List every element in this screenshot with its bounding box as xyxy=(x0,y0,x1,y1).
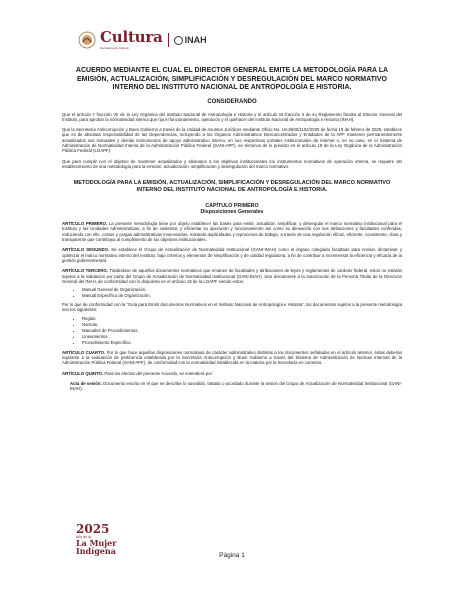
brand-inah-label: INAH xyxy=(184,35,207,45)
article-4-text: Por lo que hace aquellas disposiciones normativas de carácter administrativo distintas a los documentos señalados en el artículo anterior, éstas deberán sujetarse a la evaluación de pertinencia establecida por la Secretaría Anticorrupción y Buen Gobierno a través del Sistema de Administración de Normas Internas de la Administración Pública Federal (SANI-APF), de conformidad con la normatividad establecida en la materia por la Secretaría en comento. xyxy=(62,349,402,366)
article-3-list xyxy=(62,287,402,299)
article-4-label: ARTÍCULO CUARTO. xyxy=(62,349,106,355)
paragraph-3: Que para cumplir con el objetivo de mantener actualizados y alineados a los objetivos institucionales los instrumentos normativos de operación interna, se requiere del establecimiento de una metodología para la emisión, actualización, simplificación y desregulación del marco normativo. xyxy=(62,158,402,169)
brand-cultura: Cultura xyxy=(100,28,163,46)
paragraph-1: Que el artículo 7 fracción VII de la Ley Orgánica del Instituto Nacional de Antropología e Historia y el artículo 15 fracción II de su Reglamento faculta al Director General del Instituto, para aprobar la normatividad interna que rija el funcionamiento, operación y el quehacer del Instituto Nacional de Antropología e Historia (INAH). xyxy=(62,111,402,122)
definition-acta xyxy=(62,381,402,392)
list-item: • Manuales de Procedimientos. xyxy=(82,328,402,334)
letterhead xyxy=(78,30,207,50)
article-3-paragraph-2: Por lo que de conformidad con la “Guía para Emitir documentos Normativos en el Instituto Nacional de Antropología e Historia”, los documentos sujetos a la presente metodología son los siguientes: xyxy=(62,302,402,313)
article-2-text: Se establece el Grupo de Actualización de Normatividad Institucional (GANI-INAH) como el órgano colegiado facultado para revisar, dictaminar y optimizar el marco normativo interno del Instituto, bajo criterios y elementos de simplificación y de calidad regulatoria, a fin de contribuir a incrementar la eficiencia y eficacia de la gestión gubernamental. xyxy=(62,247,402,263)
footer-logo xyxy=(76,524,136,555)
article-5-text: Para los efectos del presente Acuerdo, se entenderá por: xyxy=(103,370,214,376)
list-item: • Manual Específico de Organización. xyxy=(82,293,402,299)
cultura-emblem-icon xyxy=(78,31,96,49)
article-1 xyxy=(62,221,402,242)
methodology-subtitle: METODOLOGÍA PARA LA EMISIÓN, ACTUALIZACIÓN, SIMPLIFICACIÓN Y DESREGULACIÓN DEL MARCO NORMATIVO INTERNO DEL INSTITUTO NACIONAL DE ANTROPOLOGÍA E HISTORIA. xyxy=(73,180,391,193)
article-2 xyxy=(62,247,402,263)
logo-divider xyxy=(168,33,169,47)
chapter-subheading: Disposiciones Generales xyxy=(200,209,264,216)
document-title: ACUERDO MEDIANTE EL CUAL EL DIRECTOR GENERAL EMITE LA METODOLOGÍA PARA LA EMISIÓN, ACTUALIZACIÓN, SIMPLIFICACIÓN Y DESREGULACIÓN DEL MARCO NORMATIVO INTERNO DEL INSTITUTO NACIONAL DE ANTROPOLOGÍA E HISTORIA. xyxy=(75,67,389,91)
paragraph-2: Que la Secretaría Anticorrupción y Buen Gobierno a través de la Unidad de Asuntos Jurídicos mediante Oficio No. UAJ/600/1102/2025 de fecha 19 de febrero de 2025, establece que es de absoluta responsabilidad de las Dependencias, incluyendo a los Órganos Administrativos Desconcentrados y Entidades de la APF mantener permanentemente actualizados sus manuales y demás instrumentos de apoyo administrativo interno, en sus respectivos portales institucionales de internet o, en su caso, en el Sistema de Administración de Normatividad Interna de la Administración Pública Federal (SANI-APF), en términos de lo previsto en el artículo 19 de la Ley Orgánica de la Administración Pública Federal (LOAPF). xyxy=(62,127,402,154)
page-number: Página 1 xyxy=(219,552,245,559)
list-item: • Manual General de Organización. xyxy=(82,287,402,293)
article-5-label: ARTÍCULO QUINTO. xyxy=(62,370,104,376)
inah-circle-icon xyxy=(174,36,183,45)
list-item: • Procedimiento Específico. xyxy=(82,340,402,346)
article-3-text: Tratándose de aquellos documentos normativos que emanen de facultades y atribuciones de leyes y reglamentos de carácter federal, estos no estarán sujetos a la validación por parte del Grupo de Actualización de Normatividad Institucional (GANI-INAH), sino únicamente a la autorización de la Persona Titular de la Dirección General del INAH, de conformidad con lo dispuesto en el artículo 19 de la LOAPF siendo estos: xyxy=(62,268,403,284)
list-item: • Lineamientos. xyxy=(82,334,402,340)
article-3-label: ARTÍCULO TERCERO. xyxy=(62,268,108,274)
list-item: • Reglas. xyxy=(82,316,402,322)
article-1-label: ARTÍCULO PRIMERO. xyxy=(62,221,108,227)
footer-year: 2025 xyxy=(76,522,110,536)
document-types-list xyxy=(62,316,402,346)
brand-subtitle: Secretaría de Cultura xyxy=(100,46,129,50)
considerando-heading: CONSIDERANDO xyxy=(207,98,257,105)
article-3 xyxy=(62,268,402,284)
footer-line-2: Indígena xyxy=(76,546,116,556)
footer-line-1: La Mujer xyxy=(76,538,117,548)
article-4 xyxy=(62,350,402,366)
article-2-label: ARTÍCULO SEGUNDO. xyxy=(62,247,110,253)
brand-inah xyxy=(174,35,207,45)
document-body xyxy=(62,67,402,392)
definition-text: Documento escrito en el que se describe lo sucedido, tratado o acordado durante la sesión del Grupo de Actualización de Normatividad Institucional (GANI-INAH). xyxy=(70,380,403,392)
article-1-text: La presente metodología tiene por objeto establecer las bases para emitir, actualizar, simplificar, y desregular el marco normativo institucional para el Instituto y las Unidades Administrativas, a fin de sustentar, y eficientar su operación y funcionamiento así como su alineación con sus atribuciones y facultades conferidas, reduciendo con ello, costos y cargas administrativas innecesarias, evitando duplicidades y reprocesos de trabajo, a través de una regulación eficaz, eficiente, consistente, clara y transparente que contribuya al cumplimiento de los objetivos institucionales. xyxy=(62,221,402,243)
chapter-heading: CAPÍTULO PRIMERO xyxy=(205,203,259,210)
footer-small: Año de la xyxy=(76,535,91,539)
definition-label: Acta de sesión: xyxy=(70,380,102,386)
list-item: • Normas. xyxy=(82,322,402,328)
